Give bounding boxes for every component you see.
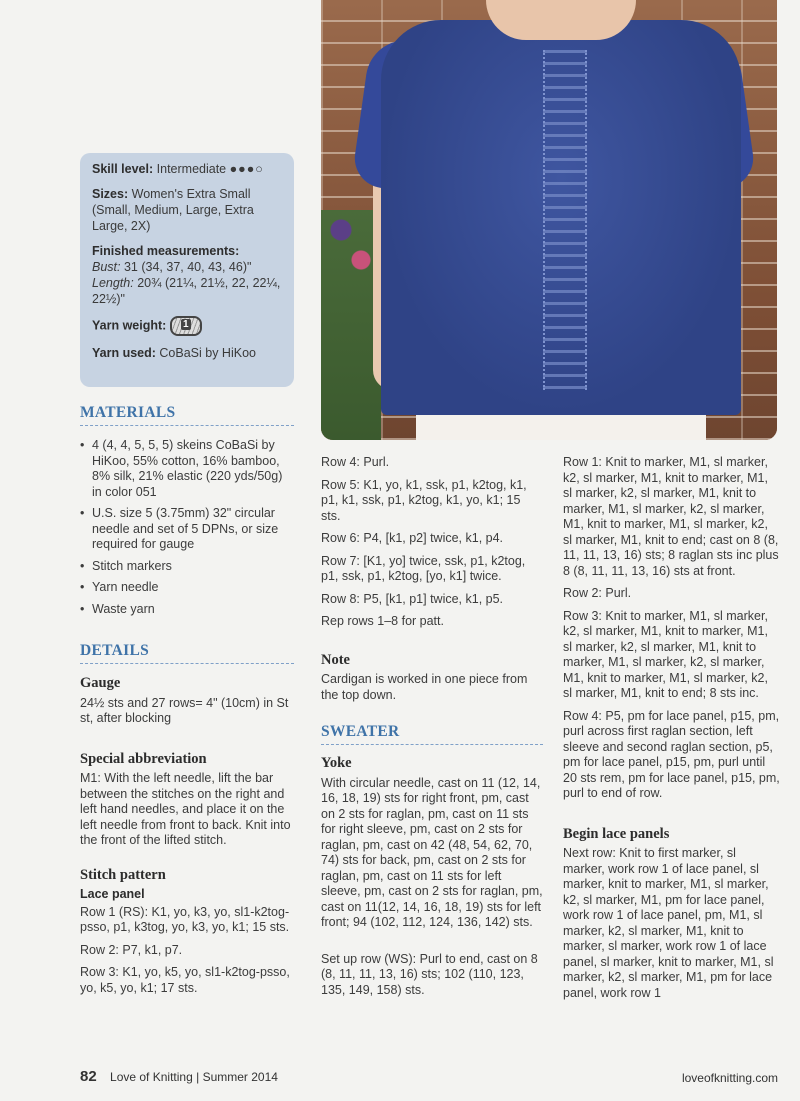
yarn-used bbox=[92, 345, 282, 361]
page-number: 82 bbox=[80, 1068, 97, 1085]
lace-panel-title: Lace panel bbox=[80, 887, 145, 901]
lace-row: Row 8: P5, [k1, p1] twice, k1, p5. bbox=[321, 591, 504, 606]
footer-separator: | bbox=[196, 1070, 203, 1084]
begin-lace-title: Begin lace panels bbox=[563, 825, 670, 842]
lace-row: Row 1 (RS): K1, yo, k3, yo, sl1-k2tog-psso, p1, k3tog, yo, k3, yo, k1; 15 sts. bbox=[80, 904, 290, 934]
yarn-weight-icon bbox=[170, 316, 202, 336]
details-heading: DETAILS bbox=[80, 642, 150, 659]
special-abbrev-title: Special abbreviation bbox=[80, 750, 207, 767]
yarn-used-label: Yarn used: bbox=[92, 346, 156, 360]
length-label: Length: bbox=[92, 276, 134, 290]
lace-row: Row 4: Purl. bbox=[321, 455, 390, 469]
right-column bbox=[563, 455, 780, 1008]
middle-column bbox=[321, 455, 543, 710]
sizes-value: Women's Extra Small (Small, Medium, Large, Extra Large, 2X) bbox=[92, 187, 254, 233]
lace-row: Row 7: [K1, yo] twice, ssk, p1, k2tog, p1, ssk, p1, k2tog, [yo, k1] twice. bbox=[321, 553, 526, 583]
footer-left bbox=[80, 1068, 278, 1085]
site-url: loveofknitting.com bbox=[681, 1071, 778, 1085]
materials-rule bbox=[80, 425, 294, 426]
lace-panel-detail bbox=[543, 50, 587, 390]
sizes bbox=[92, 186, 282, 234]
materials-item: • U.S. size 5 (3.75mm) 32" circular needle and set of 5 DPNs, or size required for gauge bbox=[80, 506, 294, 553]
yoke-text: With circular needle, cast on 11 (12, 14, 16, 18, 19) sts for right front, pm, cast on 2 sts for raglan, pm, cast on 11 sts for right sleeve, pm, cast on 2 sts for raglan, pm, cast on 42 (48, 54, 62, 70, 74) sts for back, pm, cast on 2 sts for raglan, pm, cast on 11 sts for left sleeve, pm, cast on 2 sts for raglan, pm, cast on 11(12, 14, 16, 18, 19) sts for left front; 94 (102, 112, 124, 136, 142) sts. bbox=[321, 775, 543, 929]
note-title: Note bbox=[321, 651, 350, 668]
sweater-heading: SWEATER bbox=[321, 723, 400, 740]
finished-measurements bbox=[92, 243, 282, 307]
repeat-note: Rep rows 1–8 for patt. bbox=[321, 614, 444, 628]
lace-row: Row 6: P4, [k1, p2] twice, k1, p4. bbox=[321, 531, 504, 545]
materials-item: • 4 (4, 4, 5, 5, 5) skeins CoBaSi by HiKoo, 55% cotton, 16% bamboo, 8% silk, 21% elastic (220 yds/50g) in color 051 bbox=[80, 438, 294, 500]
sweater-photo bbox=[321, 0, 777, 440]
finished-label: Finished measurements: bbox=[92, 244, 240, 258]
lace-row: Row 5: K1, yo, k1, ssk, p1, k2tog, k1, p1, k1, ssk, p1, k2tog, k1, yo, k1; 15 sts. bbox=[321, 477, 527, 523]
issue-name: Summer 2014 bbox=[202, 1070, 278, 1084]
lace-row: Row 3: K1, yo, k5, yo, sl1-k2tog-psso, yo, k5, yo, k1; 17 sts. bbox=[80, 965, 290, 995]
begin-lace-text: Next row: Knit to first marker, sl marker, work row 1 of lace panel, sl marker, knit to marker, M1, sl marker, k2, sl marker, M1, pm for lace panel, work row 1 of lace panel, pm, M1, sl marker, k2, sl marker, M1, knit to marker, sl marker, work row 1 of lace panel, sl marker, knit to marker, M1, sl marker, k2, sl marker, M1, pm for lace panel, work row 1 bbox=[563, 846, 774, 1000]
note-text: Cardigan is worked in one piece from the top down. bbox=[321, 672, 528, 702]
materials-heading: MATERIALS bbox=[80, 404, 176, 421]
gauge-title: Gauge bbox=[80, 675, 121, 691]
lace-row: Row 2: P7, k1, p7. bbox=[80, 942, 183, 957]
sweater-rule bbox=[321, 744, 543, 745]
special-abbrev-text: M1: With the left needle, lift the bar between the stitches on the right and left hand needles, and place it on the left needle from front to back. Knit into the front of the lifted stitch. bbox=[80, 771, 291, 847]
yarn-weight-label: Yarn weight: bbox=[92, 318, 167, 333]
yoke-title: Yoke bbox=[321, 755, 352, 771]
flower-planter bbox=[321, 210, 381, 440]
yoke-row: Row 4: P5, pm for lace panel, p15, pm, purl across first raglan section, left sleeve and second raglan section, p5, pm for lace panel, p15, pm, purl until 20 sts rem, pm for lace panel, p15, pm, purl to end of row. bbox=[563, 708, 780, 800]
bust-value: 31 (34, 37, 40, 43, 46)" bbox=[123, 260, 252, 274]
skill-dots: ●●●○ bbox=[229, 162, 264, 176]
bust-label: Bust: bbox=[92, 260, 121, 274]
materials-item: • Yarn needle bbox=[80, 580, 294, 596]
yoke-row: Row 2: Purl. bbox=[563, 586, 632, 600]
setup-row-text: Set up row (WS): Purl to end, cast on 8 (8, 11, 11, 13, 16) sts; 102 (110, 123, 135, 149, 158) sts. bbox=[321, 951, 538, 997]
materials-list bbox=[80, 438, 294, 617]
yoke-column bbox=[321, 756, 543, 1005]
materials-item: • Stitch markers bbox=[80, 559, 294, 575]
skill-value: Intermediate bbox=[156, 162, 227, 176]
skill-level bbox=[92, 161, 282, 177]
magazine-name: Love of Knitting bbox=[110, 1070, 193, 1084]
materials-item: • Waste yarn bbox=[80, 602, 294, 618]
details-rule bbox=[80, 663, 294, 664]
length-value: 20¾ (21¼, 21½, 22, 22¼, 22½)" bbox=[92, 276, 281, 306]
yoke-row: Row 3: Knit to marker, M1, sl marker, k2, sl marker, M1, knit to marker, M1, sl marker, k2, sl marker, M1, knit to marker, M1, sl marker, k2, sl marker, M1, knit to marker, M1, sl marker, k2, sl marker, M1, knit to end; 8 sts inc. bbox=[563, 608, 768, 700]
sizes-label: Sizes: bbox=[92, 187, 129, 201]
yarn-weight bbox=[92, 316, 282, 336]
details-column bbox=[80, 676, 294, 1003]
skill-label: Skill level: bbox=[92, 162, 154, 176]
pattern-info-box bbox=[80, 153, 294, 387]
stitch-pattern-title: Stitch pattern bbox=[80, 866, 166, 883]
gauge-text: 24½ sts and 27 rows= 4" (10cm) in St st, after blocking bbox=[80, 695, 289, 725]
neckline bbox=[486, 0, 636, 40]
yarn-weight-number: 1 bbox=[183, 319, 189, 330]
materials-column bbox=[80, 438, 294, 623]
yarn-used-value: CoBaSi by HiKoo bbox=[159, 346, 256, 360]
yoke-row: Row 1: Knit to marker, M1, sl marker, k2, sl marker, M1, knit to marker, M1, sl marker, k2, sl marker, M1, knit to marker, M1, sl marker, k2, sl marker, M1, knit to marker, M1, sl marker, k2, sl marker, M1, knit to end; cast on 8 (8, 11, 11, 13, 16) sts; 8 raglan sts inc plus 8 (8, 11, 11, 13, 16) sts at front. bbox=[563, 455, 779, 578]
